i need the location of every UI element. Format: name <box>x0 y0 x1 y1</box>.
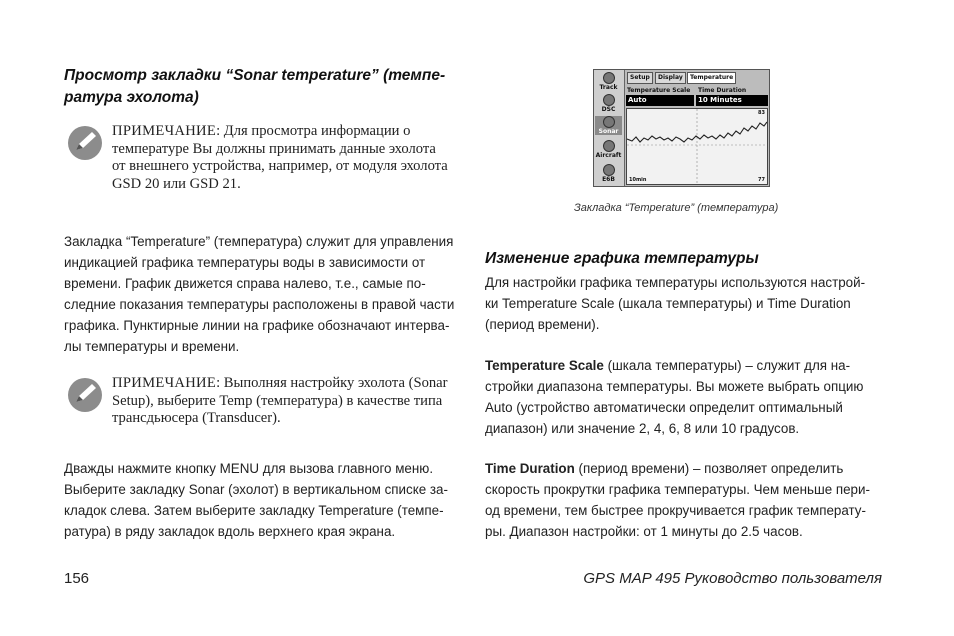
paragraph-line: индикацией графика температуры воды в зависимости от <box>64 255 426 270</box>
paragraph <box>64 458 484 542</box>
device-side-label: Sonar <box>598 128 619 135</box>
device-side-item <box>595 94 622 113</box>
device-duration-value: 10 Minutes <box>696 95 768 106</box>
footer-title: GPS MAP 495 Руководство пользователя <box>583 570 882 587</box>
paragraph-line: Закладка “Temperature” (температура) служит для управления <box>64 234 454 249</box>
paragraph-line: (шкала температуры) – служит для на- <box>603 358 851 373</box>
aircraft-icon <box>603 140 615 152</box>
device-side-label: Track <box>599 84 618 91</box>
paragraph-line: скорость прокрутки графика температуры. Чем меньше пери- <box>485 482 870 497</box>
note-text: GSD 20 или GSD 21. <box>112 175 241 192</box>
note-text: : Выполняя настройку эхолота (Sonar <box>216 375 448 391</box>
track-icon <box>603 72 615 84</box>
paragraph-line: (период времени) – позволяет определить <box>574 461 844 476</box>
note-text: Setup), выберите Temp (температура) в качестве типа <box>112 392 443 409</box>
page-number: 156 <box>64 570 90 587</box>
graph-bottom-value: 77 <box>758 177 765 183</box>
device-side-label: E6B <box>602 176 615 183</box>
paragraph-line: Auto (устройство автоматически определит оптимальный <box>485 400 843 415</box>
note-text: температуре Вы должны принимать данные эхолота <box>112 140 436 157</box>
device-tab-setup: Setup <box>627 72 653 84</box>
device-sidebar <box>594 70 625 186</box>
device-scale-value: Auto <box>626 95 694 106</box>
device-screenshot <box>593 69 770 187</box>
device-temperature-graph <box>626 108 768 185</box>
note-pencil-icon <box>67 125 103 161</box>
paragraph <box>64 231 484 357</box>
device-side-label: Aircraft <box>595 152 622 159</box>
paragraph-line: (период времени). <box>485 317 600 332</box>
paragraph-line: времени. График движется справа налево, т.е., самые по- <box>64 276 426 291</box>
temperature-line-graph <box>627 109 767 184</box>
device-tab-display: Display <box>655 72 686 84</box>
device-side-item <box>595 164 622 183</box>
section-heading: Изменение графика температуры <box>485 250 759 267</box>
sonar-icon <box>603 116 615 128</box>
device-tab-temperature: Temperature <box>687 72 736 84</box>
note-pencil-icon <box>67 377 103 413</box>
paragraph-line: стройки диапазона температуры. Вы можете выбрать опцию <box>485 379 864 394</box>
paragraph-line: од времени, тем быстрее прокручивается график температу- <box>485 503 866 518</box>
note-block <box>112 123 472 193</box>
paragraph-line: ры. Диапазон настройки: от 1 минуты до 2.5 часов. <box>485 524 803 539</box>
paragraph-line: Выберите закладку Sonar (эхолот) в вертикальном списке за- <box>64 482 448 497</box>
note-text: от внешнего устройства, например, от модуля эхолота <box>112 158 448 174</box>
paragraph <box>485 355 905 439</box>
paragraph <box>485 458 905 542</box>
device-side-label: DSC <box>601 106 616 113</box>
note-label: ПРИМЕЧАНИЕ <box>112 375 217 391</box>
dsc-icon <box>603 94 615 106</box>
paragraph-line: следние показания температуры расположены в правой части <box>64 297 455 312</box>
device-duration-label: Time Duration <box>698 87 747 94</box>
device-side-item <box>595 116 622 135</box>
note-text: : Для просмотра информации о <box>216 123 411 139</box>
figure-caption: Закладка “Temperature” (температура) <box>574 202 779 214</box>
e6b-icon <box>603 164 615 176</box>
device-scale-label: Temperature Scale <box>627 87 691 94</box>
note-block <box>112 375 472 428</box>
note-label: ПРИМЕЧАНИЕ <box>112 123 217 139</box>
section-heading-line: ратура эхолота) <box>64 89 199 106</box>
section-heading-line: Просмотр закладки “Sonar temperature” (темпе- <box>64 67 446 84</box>
paragraph <box>485 272 905 335</box>
paragraph-line: кладок слева. Затем выберите закладку Temperature (темпе- <box>64 503 444 518</box>
paragraph-line: Для настройки графика температуры используются настрой- <box>485 275 866 290</box>
paragraph-line: лы температуры и времени. <box>64 339 240 354</box>
term-temperature-scale: Temperature Scale <box>485 358 604 373</box>
term-time-duration: Time Duration <box>485 461 575 476</box>
paragraph-line: ки Temperature Scale (шкала температуры) и Time Duration <box>485 296 851 311</box>
paragraph-line: Дважды нажмите кнопку MENU для вызова главного меню. <box>64 461 434 476</box>
note-text: трансдьюсера (Transducer). <box>112 410 281 426</box>
device-side-item <box>595 72 622 91</box>
device-side-item <box>595 140 622 159</box>
graph-top-value: 83 <box>758 110 765 116</box>
graph-time-label: 10min <box>629 177 647 183</box>
paragraph-line: ратура) в ряду закладок вдоль верхнего края экрана. <box>64 524 396 539</box>
paragraph-line: графика. Пунктирные линии на графике обозначают интерва- <box>64 318 450 333</box>
paragraph-line: диапазон) или значение 2, 4, 6, 8 или 10 градусов. <box>485 421 800 436</box>
section-heading <box>64 65 484 109</box>
